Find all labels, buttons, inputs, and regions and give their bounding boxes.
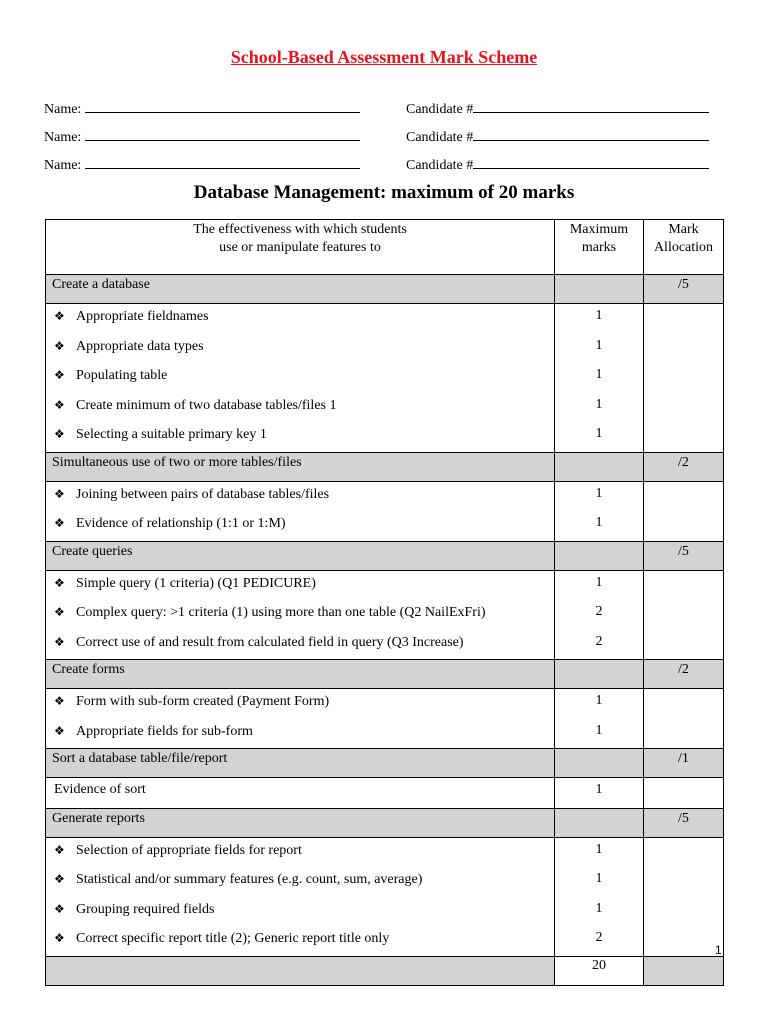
mark-allocation-cell[interactable] [644, 778, 724, 809]
name-blank-line[interactable] [85, 98, 360, 113]
max-marks-value: 1 [555, 689, 644, 719]
criterion-text: Appropriate data types [76, 338, 204, 354]
criterion-text: Appropriate fieldnames [76, 309, 209, 324]
table-row [46, 334, 724, 364]
section-row [46, 452, 724, 481]
criterion-cell [46, 926, 555, 956]
table-row [46, 630, 724, 660]
table-body [46, 275, 724, 986]
name-blank-line[interactable] [85, 126, 360, 141]
mark-allocation-cell[interactable] [644, 570, 724, 600]
criterion-cell [46, 600, 555, 630]
section-subtitle: Database Management: maximum of 20 marks [193, 182, 575, 203]
criterion-cell [46, 719, 555, 749]
diamond-bullet-icon: ❖ [54, 486, 65, 501]
criterion-text: Create minimum of two database tables/files 1 [76, 397, 337, 413]
criterion-cell [46, 393, 555, 423]
diamond-bullet-icon: ❖ [54, 634, 65, 649]
criterion-text: Joining between pairs of database tables/files [76, 486, 330, 502]
table-row [46, 511, 724, 541]
section-max-marks-cell [555, 452, 644, 481]
total-label-cell [46, 956, 555, 985]
diamond-bullet-icon: ❖ [54, 427, 65, 441]
name-field-row-3[interactable] [44, 154, 360, 175]
diamond-bullet-icon: ❖ [54, 605, 65, 619]
table-row [46, 897, 724, 927]
section-label: Generate reports [46, 808, 555, 837]
criterion-cell [46, 837, 555, 867]
maximum-marks-column-header [555, 220, 644, 275]
total-max-marks: 20 [555, 956, 644, 985]
table-row [46, 393, 724, 423]
criterion-text: Evidence of relationship (1:1 or 1:M) [76, 516, 286, 531]
section-allocation: /2 [644, 660, 724, 689]
diamond-bullet-icon: ❖ [54, 397, 65, 412]
criterion-text: Simple query (1 criteria) (Q1 PEDICURE) [76, 575, 316, 591]
candidate-label: Candidate # [406, 158, 474, 173]
diamond-bullet-icon: ❖ [54, 872, 65, 886]
section-label: Sort a database table/file/report [46, 749, 555, 778]
name-label: Name: [44, 158, 82, 173]
diamond-bullet-icon: ❖ [54, 694, 65, 708]
section-row [46, 275, 724, 304]
max-marks-value: 1 [555, 897, 644, 927]
mark-allocation-cell[interactable] [644, 867, 724, 897]
table-row [46, 689, 724, 719]
diamond-bullet-icon: ❖ [54, 901, 65, 916]
candidate-label: Candidate # [406, 102, 474, 117]
section-max-marks-cell [555, 541, 644, 570]
header-text: use or manipulate features to [219, 240, 381, 255]
mark-allocation-cell[interactable] [644, 897, 724, 927]
max-marks-value: 1 [555, 304, 644, 334]
mark-allocation-cell[interactable] [644, 719, 724, 749]
section-label: Create a database [46, 275, 555, 304]
name-label: Name: [44, 130, 82, 145]
criterion-text: Populating table [76, 368, 168, 383]
section-allocation: /5 [644, 541, 724, 570]
header-text: Maximum [569, 222, 629, 237]
header-text: Allocation [653, 240, 714, 255]
table-row [46, 570, 724, 600]
max-marks-value: 1 [555, 719, 644, 749]
diamond-bullet-icon: ❖ [54, 723, 65, 738]
criterion-text: Correct specific report title (2); Generic report title only [76, 931, 390, 946]
criterion-text: Selecting a suitable primary key 1 [76, 427, 267, 442]
max-marks-value: 1 [555, 481, 644, 511]
criterion-cell [46, 897, 555, 927]
max-marks-value: 2 [555, 926, 644, 956]
name-field-row-2[interactable] [44, 126, 360, 147]
criterion-cell [46, 481, 555, 511]
diamond-bullet-icon: ❖ [54, 338, 65, 353]
criterion-cell [46, 334, 555, 364]
max-marks-value: 1 [555, 867, 644, 897]
criterion-cell [46, 630, 555, 660]
section-label: Create forms [46, 660, 555, 689]
criterion-cell [46, 363, 555, 393]
max-marks-value: 1 [555, 511, 644, 541]
max-marks-value: 2 [555, 630, 644, 660]
name-label: Name: [44, 102, 82, 117]
max-marks-value: 1 [555, 334, 644, 364]
total-row [46, 956, 724, 985]
table-row [46, 600, 724, 630]
table-row [46, 422, 724, 452]
candidate-field-row-1[interactable] [406, 98, 709, 119]
table-row [46, 363, 724, 393]
criterion-text: Correct use of and result from calculated field in query (Q3 Increase) [76, 634, 464, 650]
table-row [46, 837, 724, 867]
section-row [46, 541, 724, 570]
section-label: Create queries [46, 541, 555, 570]
page-number: 1 [715, 943, 722, 957]
diamond-bullet-icon: ❖ [54, 516, 65, 530]
criterion-cell [46, 689, 555, 719]
section-row [46, 660, 724, 689]
max-marks-value: 1 [555, 363, 644, 393]
diamond-bullet-icon: ❖ [54, 368, 65, 382]
section-allocation: /1 [644, 749, 724, 778]
table-row [46, 926, 724, 956]
header-text: The effectiveness with which students [193, 222, 407, 237]
candidate-label: Candidate # [406, 130, 474, 145]
table-row [46, 778, 724, 809]
mark-allocation-cell[interactable] [644, 481, 724, 511]
header-text: marks [581, 240, 617, 255]
criterion-text: Evidence of sort [54, 782, 146, 797]
table-row [46, 867, 724, 897]
section-allocation: /2 [644, 452, 724, 481]
mark-allocation-cell[interactable] [644, 837, 724, 867]
name-field-row-1[interactable] [44, 98, 360, 119]
max-marks-value: 1 [555, 422, 644, 452]
section-allocation: /5 [644, 275, 724, 304]
criterion-cell [46, 570, 555, 600]
candidate-blank-line[interactable] [473, 126, 709, 141]
criterion-cell [46, 511, 555, 541]
section-max-marks-cell [555, 808, 644, 837]
mark-allocation-cell[interactable] [644, 363, 724, 393]
section-max-marks-cell [555, 275, 644, 304]
diamond-bullet-icon: ❖ [54, 842, 65, 857]
candidate-field-row-3[interactable] [406, 154, 709, 175]
mark-allocation-cell[interactable] [644, 600, 724, 630]
total-allocation-cell[interactable] [644, 956, 724, 985]
section-max-marks-cell [555, 660, 644, 689]
mark-allocation-column-header [644, 220, 724, 275]
candidate-blank-line[interactable] [473, 98, 709, 113]
mark-allocation-cell[interactable] [644, 334, 724, 364]
mark-scheme-table [45, 219, 724, 986]
mark-allocation-cell[interactable] [644, 422, 724, 452]
criteria-column-header [46, 220, 555, 275]
candidate-field-row-2[interactable] [406, 126, 709, 147]
criterion-text: Selection of appropriate fields for report [76, 842, 302, 858]
mark-allocation-cell[interactable] [644, 304, 724, 334]
section-max-marks-cell [555, 749, 644, 778]
mark-allocation-cell[interactable] [644, 511, 724, 541]
max-marks-value: 1 [555, 393, 644, 423]
section-label: Simultaneous use of two or more tables/files [46, 452, 555, 481]
section-row [46, 808, 724, 837]
diamond-bullet-icon: ❖ [54, 309, 65, 323]
criterion-cell [46, 867, 555, 897]
table-header-row [46, 220, 724, 275]
mark-allocation-cell[interactable] [644, 926, 724, 956]
header-text: Mark [668, 222, 699, 237]
table-row [46, 304, 724, 334]
mark-allocation-cell[interactable] [644, 689, 724, 719]
mark-allocation-cell[interactable] [644, 393, 724, 423]
max-marks-value: 1 [555, 837, 644, 867]
name-blank-line[interactable] [85, 154, 360, 169]
criterion-text: Grouping required fields [76, 901, 215, 917]
max-marks-value: 1 [555, 778, 644, 809]
section-allocation: /5 [644, 808, 724, 837]
criterion-text: Statistical and/or summary features (e.g. count, sum, average) [76, 872, 423, 887]
section-row [46, 749, 724, 778]
criterion-text: Form with sub-form created (Payment Form) [76, 694, 330, 709]
max-marks-value: 1 [555, 570, 644, 600]
diamond-bullet-icon: ❖ [54, 931, 65, 945]
table-row [46, 481, 724, 511]
criterion-cell [46, 422, 555, 452]
criterion-text: Appropriate fields for sub-form [76, 723, 253, 739]
mark-allocation-cell[interactable] [644, 630, 724, 660]
table-row [46, 719, 724, 749]
diamond-bullet-icon: ❖ [54, 575, 65, 590]
criterion-text: Complex query: >1 criteria (1) using more than one table (Q2 NailExFri) [76, 605, 486, 620]
criterion-cell [46, 304, 555, 334]
candidate-blank-line[interactable] [473, 154, 709, 169]
max-marks-value: 2 [555, 600, 644, 630]
document-title: School-Based Assessment Mark Scheme [230, 47, 538, 67]
criterion-cell [46, 778, 555, 809]
